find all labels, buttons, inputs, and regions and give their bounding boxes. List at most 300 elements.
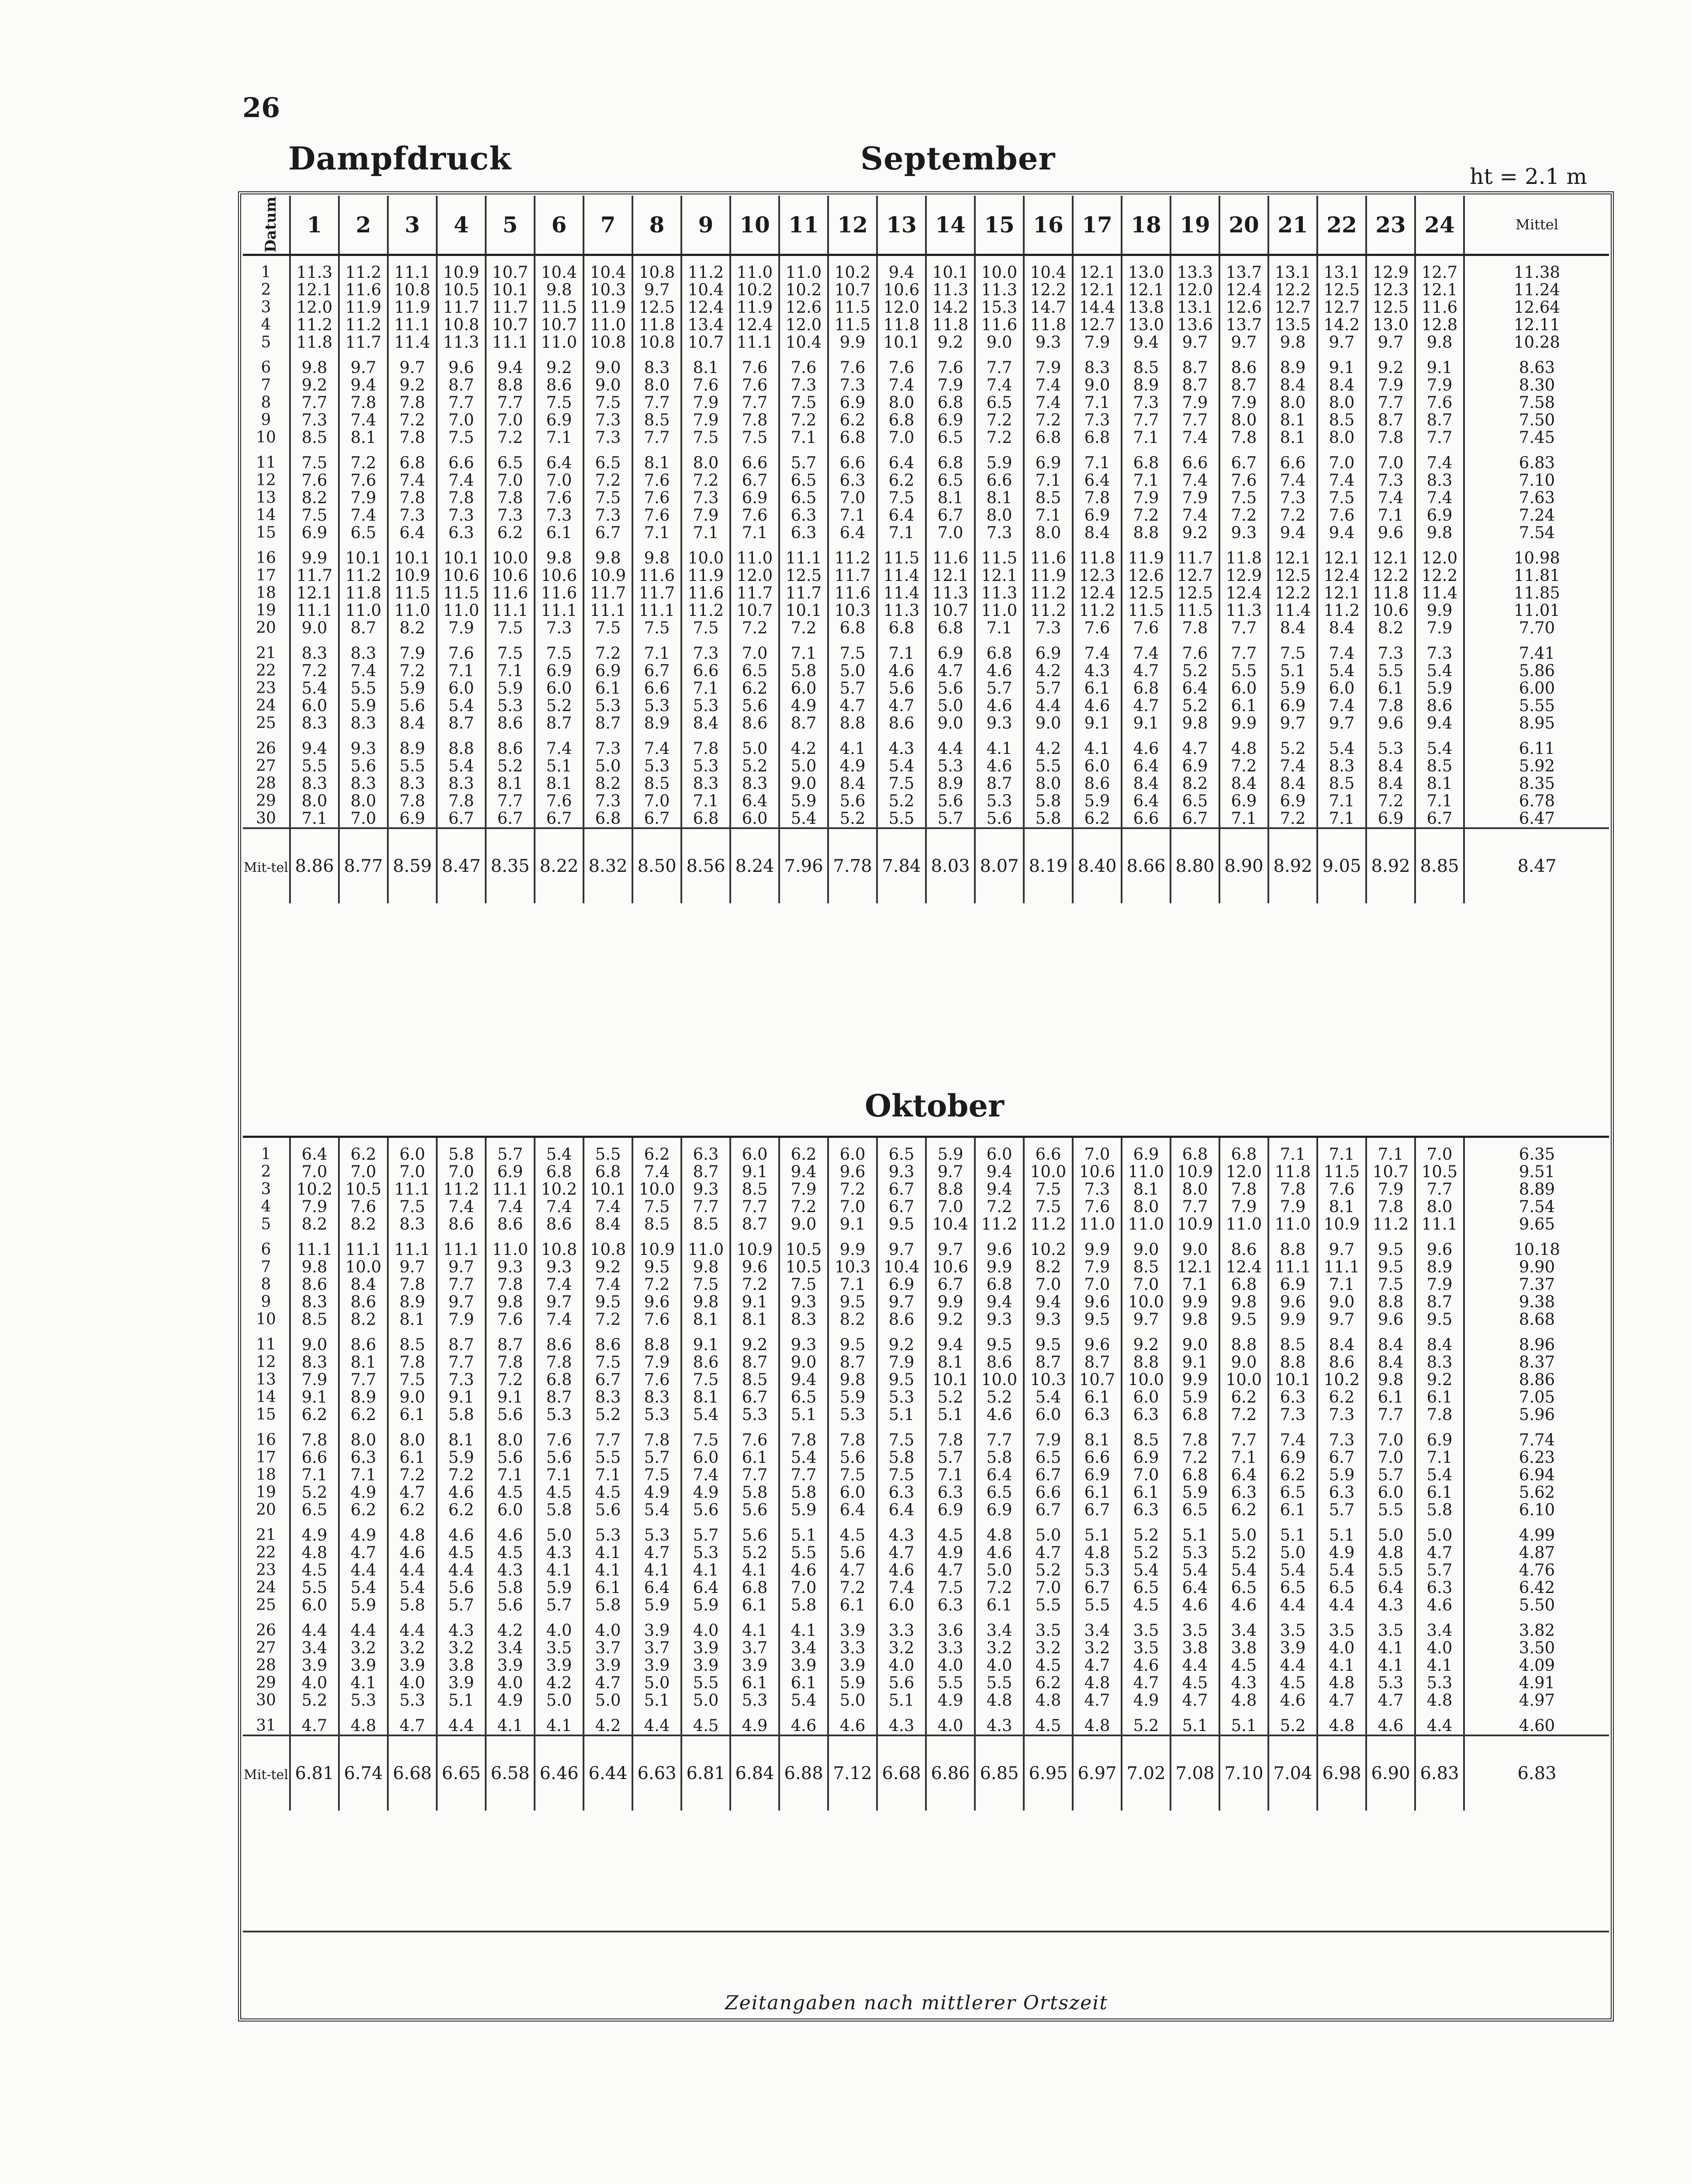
value-cell: 7.9 [1073,1258,1122,1276]
daily-mean-cell: 7.58 [1464,394,1609,411]
value-cell: 11.9 [584,299,632,316]
value-cell: 6.9 [1268,697,1317,715]
value-cell: 7.7 [1366,1406,1415,1424]
value-cell: 12.5 [1122,584,1171,602]
value-cell: 5.4 [1317,1562,1366,1579]
value-cell: 12.5 [1317,281,1366,299]
value-cell: 3.9 [828,1657,877,1674]
hourly-mean-cell: 6.85 [975,1735,1024,1811]
day-cell: 22 [256,1544,276,1562]
table-row [243,1709,1609,1735]
value-cell: 5.5 [877,810,926,828]
value-cell: 5.2 [584,1406,632,1424]
value-cell: 9.5 [877,1371,926,1389]
value-cell: 4.0 [877,1657,926,1674]
value-cell: 10.3 [828,1258,877,1276]
value-cell: 7.1 [535,1466,584,1484]
value-cell: 7.6 [339,472,388,489]
value-cell: 5.4 [1122,1562,1171,1579]
value-cell: 10.6 [877,281,926,299]
day-cell: 20 [256,619,276,637]
value-cell: 4.2 [584,1709,632,1735]
value-cell: 7.8 [1171,619,1219,637]
column-header-hour: 16 [1024,196,1073,255]
value-cell: 4.4 [1024,697,1073,715]
value-cell: 8.4 [828,775,877,792]
value-cell: 6.9 [1073,1466,1122,1484]
day-cell: 27 [256,757,276,775]
value-cell: 9.3 [975,1311,1024,1328]
value-cell: 6.2 [388,1501,437,1519]
value-cell: 6.1 [828,1597,877,1614]
value-cell: 11.0 [388,602,437,619]
day-cell: 23 [256,1562,276,1579]
value-cell: 8.6 [535,377,584,394]
value-cell: 9.3 [681,1181,730,1198]
value-cell: 9.9 [1219,715,1268,732]
value-cell: 7.6 [828,351,877,377]
value-cell: 8.0 [877,394,926,411]
value-cell: 6.9 [828,394,877,411]
value-cell: 5.4 [535,1138,584,1163]
value-cell: 5.6 [926,680,975,697]
mean-row [243,1735,1609,1811]
value-cell: 3.9 [779,1657,828,1674]
value-cell: 4.5 [290,1562,339,1579]
column-header-hour: 10 [730,196,779,255]
value-cell: 5.3 [632,1519,681,1544]
value-cell: 6.6 [632,680,681,697]
value-cell: 7.0 [828,1198,877,1216]
value-cell: 13.5 [1268,316,1317,334]
value-cell: 4.8 [290,1544,339,1562]
value-cell: 7.6 [730,1424,779,1449]
value-cell: 10.2 [1317,1371,1366,1389]
value-cell: 5.1 [1073,1519,1122,1544]
value-cell: 7.4 [584,1198,632,1216]
value-cell: 4.1 [1415,1657,1464,1674]
value-cell: 7.3 [1073,1181,1122,1198]
value-cell: 4.8 [1073,1709,1122,1735]
value-cell: 6.4 [1219,1466,1268,1484]
column-header-hour: 2 [339,196,388,255]
value-cell: 7.9 [1219,394,1268,411]
value-cell: 12.1 [1415,281,1464,299]
table-row [243,1614,1609,1639]
value-cell: 7.5 [1024,1181,1073,1198]
value-cell: 5.5 [290,757,339,775]
value-cell: 7.4 [1317,472,1366,489]
value-cell: 8.1 [681,1389,730,1406]
value-cell: 4.1 [486,1709,535,1735]
daily-mean-cell: 4.99 [1464,1519,1609,1544]
value-cell: 9.0 [584,377,632,394]
value-cell: 7.1 [632,524,681,542]
value-cell: 7.4 [1366,489,1415,507]
value-cell: 9.7 [877,1233,926,1258]
value-cell: 5.2 [1171,662,1219,680]
value-cell: 5.4 [1415,732,1464,757]
value-cell: 8.6 [975,1354,1024,1371]
value-cell: 9.3 [877,1163,926,1181]
value-cell: 8.9 [1268,351,1317,377]
value-cell: 6.2 [1317,1389,1366,1406]
value-cell: 7.7 [437,1354,486,1371]
value-cell: 8.1 [1073,1424,1122,1449]
value-cell: 9.8 [828,1371,877,1389]
value-cell: 11.0 [1122,1163,1171,1181]
value-cell: 7.8 [486,1354,535,1371]
value-cell: 7.5 [388,1198,437,1216]
value-cell: 7.2 [779,619,828,637]
value-cell: 7.8 [1268,1181,1317,1198]
table-row [243,1371,1609,1389]
column-header-hour: 4 [437,196,486,255]
value-cell: 5.7 [632,1449,681,1466]
value-cell: 6.7 [632,662,681,680]
value-cell: 8.4 [681,715,730,732]
value-cell: 9.6 [828,1163,877,1181]
value-cell: 4.5 [1024,1657,1073,1674]
value-cell: 11.0 [1219,1216,1268,1233]
value-cell: 6.5 [1317,1579,1366,1597]
table-row [243,1311,1609,1328]
value-cell: 8.5 [1122,1424,1171,1449]
value-cell: 5.7 [1366,1466,1415,1484]
value-cell: 7.6 [1073,1198,1122,1216]
value-cell: 3.9 [828,1614,877,1639]
daily-mean-cell: 6.78 [1464,792,1609,810]
value-cell: 12.6 [1122,567,1171,584]
value-cell: 7.4 [1024,394,1073,411]
value-cell: 4.5 [926,1519,975,1544]
value-cell: 8.0 [681,446,730,472]
value-cell: 4.8 [388,1519,437,1544]
value-cell: 8.7 [1171,377,1219,394]
value-cell: 9.2 [1171,524,1219,542]
value-cell: 8.0 [486,1424,535,1449]
value-cell: 8.5 [681,1216,730,1233]
value-cell: 6.1 [535,524,584,542]
value-cell: 7.0 [339,810,388,828]
value-cell: 9.0 [290,619,339,637]
value-cell: 4.1 [1317,1657,1366,1674]
value-cell: 5.8 [877,1449,926,1466]
value-cell: 9.6 [437,351,486,377]
value-cell: 9.9 [1415,602,1464,619]
value-cell: 7.3 [828,377,877,394]
hourly-mean-cell: 8.59 [388,828,437,903]
value-cell: 6.0 [1317,680,1366,697]
value-cell: 8.0 [1024,524,1073,542]
value-cell: 7.5 [535,394,584,411]
value-cell: 6.6 [828,446,877,472]
value-cell: 11.5 [975,542,1024,567]
value-cell: 6.4 [730,792,779,810]
value-cell: 12.7 [1268,299,1317,316]
value-cell: 6.7 [926,1276,975,1293]
value-cell: 7.3 [1366,472,1415,489]
value-cell: 6.5 [1171,792,1219,810]
value-cell: 10.4 [1024,255,1073,281]
value-cell: 3.3 [926,1639,975,1657]
day-cell: 15 [256,524,276,542]
daily-mean-cell: 10.98 [1464,542,1609,567]
value-cell: 3.2 [975,1639,1024,1657]
value-cell: 6.5 [779,489,828,507]
value-cell: 4.1 [730,1614,779,1639]
value-cell: 12.1 [1317,584,1366,602]
value-cell: 8.4 [1219,775,1268,792]
value-cell: 8.8 [1366,1293,1415,1311]
daily-mean-cell: 7.10 [1464,472,1609,489]
daily-mean-cell: 10.28 [1464,334,1609,351]
value-cell: 6.7 [1317,1449,1366,1466]
value-cell: 7.5 [681,1424,730,1449]
value-cell: 5.0 [828,1692,877,1709]
value-cell: 3.5 [1317,1614,1366,1639]
value-cell: 5.8 [779,1484,828,1501]
column-header-hour: 11 [779,196,828,255]
daily-mean-cell: 4.97 [1464,1692,1609,1709]
value-cell: 7.3 [1317,1424,1366,1449]
value-cell: 10.2 [290,1181,339,1198]
day-cell: 4 [261,1198,271,1216]
value-cell: 6.4 [975,1466,1024,1484]
value-cell: 7.9 [1366,377,1415,394]
value-cell: 11.2 [1024,584,1073,602]
value-cell: 6.2 [1073,810,1122,828]
day-cell: 16 [256,1431,276,1449]
value-cell: 8.5 [1122,351,1171,377]
value-cell: 10.4 [779,334,828,351]
value-cell: 11.0 [437,602,486,619]
value-cell: 7.4 [877,377,926,394]
day-cell: 6 [261,358,271,377]
value-cell: 7.0 [1366,1449,1415,1466]
value-cell: 8.7 [437,377,486,394]
value-cell: 7.2 [584,637,632,662]
daily-mean-cell: 3.50 [1464,1639,1609,1657]
day-cell: 11 [256,1336,276,1354]
value-cell: 4.8 [1073,1674,1122,1692]
value-cell: 7.0 [779,1579,828,1597]
value-cell: 11.6 [681,584,730,602]
value-cell: 4.0 [975,1657,1024,1674]
value-cell: 12.0 [1171,281,1219,299]
value-cell: 7.1 [486,1466,535,1484]
value-cell: 6.8 [1073,429,1122,446]
table-row [243,316,1609,334]
value-cell: 12.9 [1366,255,1415,281]
value-cell: 10.0 [1122,1371,1171,1389]
value-cell: 4.0 [486,1674,535,1692]
value-cell: 7.1 [1122,429,1171,446]
value-cell: 6.2 [339,1501,388,1519]
value-cell: 11.1 [486,602,535,619]
value-cell: 5.4 [290,680,339,697]
value-cell: 11.2 [339,316,388,334]
value-cell: 10.2 [535,1181,584,1198]
hourly-mean-cell: 6.83 [1464,1735,1609,1811]
value-cell: 7.6 [730,351,779,377]
value-cell: 6.8 [926,394,975,411]
value-cell: 11.6 [828,584,877,602]
value-cell: 5.5 [1366,1562,1415,1579]
value-cell: 7.8 [486,489,535,507]
value-cell: 8.6 [584,1328,632,1354]
value-cell: 5.1 [1268,1519,1317,1544]
value-cell: 6.3 [926,1597,975,1614]
value-cell: 5.7 [437,1597,486,1614]
value-cell: 6.0 [1366,1484,1415,1501]
value-cell: 5.8 [584,1597,632,1614]
value-cell: 7.5 [681,429,730,446]
value-cell: 10.0 [1219,1371,1268,1389]
value-cell: 12.5 [1268,567,1317,584]
daily-mean-cell: 5.50 [1464,1597,1609,1614]
value-cell: 4.7 [1171,732,1219,757]
value-cell: 4.1 [1073,732,1122,757]
value-cell: 4.8 [1366,1544,1415,1562]
value-cell: 10.3 [584,281,632,299]
value-cell: 7.4 [486,1198,535,1216]
value-cell: 5.0 [1268,1544,1317,1562]
value-cell: 11.9 [1122,542,1171,567]
value-cell: 5.7 [1415,1562,1464,1579]
value-cell: 7.9 [437,619,486,637]
daily-mean-cell: 9.65 [1464,1216,1609,1233]
value-cell: 7.3 [1268,489,1317,507]
table-row [243,732,1609,757]
day-cell: 12 [256,1354,276,1371]
value-cell: 4.6 [877,662,926,680]
value-cell: 8.3 [290,715,339,732]
value-cell: 7.7 [730,1466,779,1484]
value-cell: 6.2 [730,680,779,697]
hourly-mean-cell: 6.68 [877,1735,926,1811]
value-cell: 3.9 [730,1657,779,1674]
value-cell: 9.7 [535,1293,584,1311]
value-cell: 5.0 [535,1519,584,1544]
day-cell: 26 [256,1621,276,1639]
daily-mean-cell: 6.42 [1464,1579,1609,1597]
value-cell: 9.2 [1366,351,1415,377]
value-cell: 11.6 [486,584,535,602]
value-cell: 11.3 [877,602,926,619]
value-cell: 5.3 [828,1406,877,1424]
value-cell: 11.3 [290,255,339,281]
value-cell: 8.7 [535,1389,584,1406]
value-cell: 5.5 [1024,1597,1073,1614]
height-label: ht = 2.1 m [1470,164,1587,189]
value-cell: 9.9 [1268,1311,1317,1328]
value-cell: 9.8 [1268,334,1317,351]
value-cell: 11.2 [975,1216,1024,1233]
value-cell: 10.1 [926,255,975,281]
value-cell: 4.6 [975,697,1024,715]
value-cell: 8.5 [1122,1258,1171,1276]
value-cell: 9.5 [1415,1311,1464,1328]
value-cell: 11.2 [828,542,877,567]
value-cell: 3.5 [1366,1614,1415,1639]
value-cell: 6.1 [1073,680,1122,697]
value-cell: 12.5 [632,299,681,316]
hourly-mean-cell: 6.81 [681,1735,730,1811]
value-cell: 9.8 [1219,1293,1268,1311]
value-cell: 7.9 [1122,489,1171,507]
value-cell: 11.0 [681,1233,730,1258]
mean-row-label: Mit-tel [243,1735,290,1811]
value-cell: 7.0 [1024,1579,1073,1597]
value-cell: 10.0 [632,1181,681,1198]
value-cell: 11.7 [339,334,388,351]
value-cell: 7.3 [535,507,584,524]
value-cell: 6.5 [877,1138,926,1163]
value-cell: 6.5 [1122,1579,1171,1597]
value-cell: 7.3 [1317,1406,1366,1424]
value-cell: 10.2 [779,281,828,299]
oktober-table [243,1138,1609,1811]
value-cell: 8.2 [1366,619,1415,637]
value-cell: 6.9 [1122,1449,1171,1466]
value-cell: 11.2 [339,567,388,584]
value-cell: 4.3 [1366,1597,1415,1614]
value-cell: 10.1 [437,542,486,567]
table-row [243,1258,1609,1276]
daily-mean-cell: 7.70 [1464,619,1609,637]
value-cell: 5.2 [486,757,535,775]
value-cell: 9.4 [975,1163,1024,1181]
value-cell: 6.5 [1171,1501,1219,1519]
value-cell: 6.5 [1268,1579,1317,1597]
value-cell: 8.3 [632,1389,681,1406]
value-cell: 4.7 [877,1544,926,1562]
daily-mean-cell: 7.63 [1464,489,1609,507]
value-cell: 11.0 [779,255,828,281]
value-cell: 7.3 [535,619,584,637]
value-cell: 7.5 [1366,1276,1415,1293]
value-cell: 8.2 [584,775,632,792]
value-cell: 5.9 [388,680,437,697]
daily-mean-cell: 11.01 [1464,602,1609,619]
value-cell: 4.3 [1219,1674,1268,1692]
value-cell: 11.1 [290,1233,339,1258]
value-cell: 8.6 [1219,1233,1268,1258]
value-cell: 7.8 [1366,697,1415,715]
value-cell: 11.5 [1171,602,1219,619]
value-cell: 3.2 [1024,1639,1073,1657]
value-cell: 11.8 [1366,584,1415,602]
day-cell: 19 [256,601,276,619]
value-cell: 7.0 [730,637,779,662]
table-row [243,1328,1609,1354]
daily-mean-cell: 10.18 [1464,1233,1609,1258]
value-cell: 10.5 [437,281,486,299]
value-cell: 6.7 [1024,1466,1073,1484]
value-cell: 5.0 [975,1562,1024,1579]
value-cell: 5.6 [730,1501,779,1519]
table-row [243,584,1609,602]
daily-mean-cell: 8.95 [1464,715,1609,732]
value-cell: 11.0 [1268,1216,1317,1233]
value-cell: 4.6 [1122,732,1171,757]
daily-mean-cell: 8.63 [1464,351,1609,377]
value-cell: 4.4 [1171,1657,1219,1674]
value-cell: 4.6 [1219,1597,1268,1614]
day-cell: 1 [261,263,271,281]
value-cell: 7.2 [388,662,437,680]
